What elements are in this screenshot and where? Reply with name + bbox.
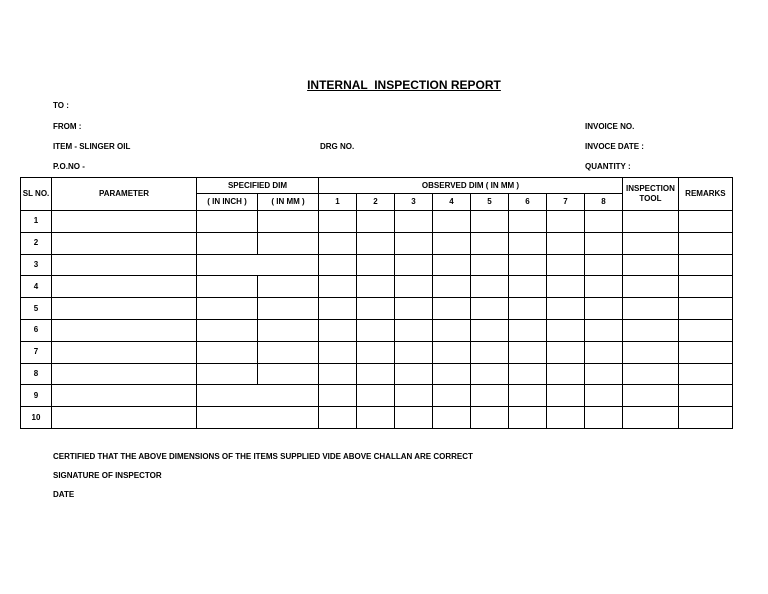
obs-cell[interactable] — [471, 407, 509, 429]
obs-cell[interactable] — [395, 232, 433, 254]
table-row — [21, 341, 733, 363]
item-label: ITEM - SLINGER OIL — [53, 142, 131, 151]
obs-cell[interactable] — [357, 385, 395, 407]
obs-cell[interactable] — [585, 319, 623, 341]
row-number: 10 — [21, 407, 52, 429]
remarks-cell[interactable] — [678, 232, 732, 254]
obs-cell[interactable] — [395, 341, 433, 363]
table-row — [21, 276, 733, 298]
inch-cell[interactable] — [197, 319, 258, 341]
obs-cell[interactable] — [433, 254, 471, 276]
obs-cell[interactable] — [319, 407, 357, 429]
remarks-cell[interactable] — [678, 363, 732, 385]
remarks-cell[interactable] — [678, 407, 732, 429]
obs-cell[interactable] — [547, 385, 585, 407]
mm-cell[interactable] — [258, 276, 319, 298]
obs-cell[interactable] — [319, 363, 357, 385]
obs-cell[interactable] — [585, 276, 623, 298]
obs-cell[interactable] — [433, 276, 471, 298]
header-observed-dim: OBSERVED DIM ( IN MM ) — [319, 178, 623, 194]
row-number: 8 — [21, 363, 52, 385]
inspection-table — [20, 177, 733, 429]
quantity-label: QUANTITY : — [585, 162, 631, 171]
header-obs-col: 4 — [433, 194, 471, 211]
parameter-cell[interactable] — [52, 211, 197, 233]
obs-cell[interactable] — [585, 211, 623, 233]
drg-no-label: DRG NO. — [320, 142, 355, 151]
obs-cell[interactable] — [319, 232, 357, 254]
mm-cell[interactable] — [258, 232, 319, 254]
obs-cell[interactable] — [357, 254, 395, 276]
parameter-cell[interactable] — [52, 298, 197, 320]
table-row — [21, 385, 733, 407]
row-number: 9 — [21, 385, 52, 407]
parameter-cell[interactable] — [52, 363, 197, 385]
obs-cell[interactable] — [509, 341, 547, 363]
table-row — [21, 298, 733, 320]
obs-cell[interactable] — [509, 385, 547, 407]
obs-cell[interactable] — [471, 363, 509, 385]
certified-statement: CERTIFIED THAT THE ABOVE DIMENSIONS OF THE ITEMS SUPPLIED VIDE ABOVE CHALLAN ARE CORRECT — [53, 452, 473, 461]
obs-cell[interactable] — [471, 341, 509, 363]
row-number: 3 — [21, 254, 52, 276]
obs-cell[interactable] — [547, 232, 585, 254]
remarks-cell[interactable] — [678, 341, 732, 363]
obs-cell[interactable] — [547, 319, 585, 341]
inch-cell[interactable] — [197, 211, 258, 233]
header-obs-col: 7 — [547, 194, 585, 211]
header-sl-no: SL NO. — [21, 178, 52, 211]
specified-dim-cell[interactable] — [197, 254, 319, 276]
remarks-cell[interactable] — [678, 211, 732, 233]
obs-cell[interactable] — [319, 319, 357, 341]
obs-cell[interactable] — [319, 276, 357, 298]
obs-cell[interactable] — [433, 407, 471, 429]
obs-cell[interactable] — [547, 254, 585, 276]
obs-cell[interactable] — [547, 341, 585, 363]
inch-cell[interactable] — [197, 363, 258, 385]
obs-cell[interactable] — [319, 298, 357, 320]
parameter-cell[interactable] — [52, 232, 197, 254]
parameter-cell[interactable] — [52, 407, 197, 429]
remarks-cell[interactable] — [678, 385, 732, 407]
obs-cell[interactable] — [509, 298, 547, 320]
tool-cell[interactable] — [623, 211, 679, 233]
obs-cell[interactable] — [395, 211, 433, 233]
obs-cell[interactable] — [509, 211, 547, 233]
obs-cell[interactable] — [433, 341, 471, 363]
obs-cell[interactable] — [395, 319, 433, 341]
obs-cell[interactable] — [395, 298, 433, 320]
mm-cell[interactable] — [258, 211, 319, 233]
obs-cell[interactable] — [509, 319, 547, 341]
row-number: 7 — [21, 341, 52, 363]
invoice-no-label: INVOICE NO. — [585, 122, 635, 131]
inch-cell[interactable] — [197, 341, 258, 363]
header-specified-dim: SPECIFIED DIM — [197, 178, 319, 194]
obs-cell[interactable] — [433, 211, 471, 233]
obs-cell[interactable] — [357, 276, 395, 298]
header-obs-col: 5 — [471, 194, 509, 211]
obs-cell[interactable] — [395, 385, 433, 407]
obs-cell[interactable] — [585, 341, 623, 363]
parameter-cell[interactable] — [52, 276, 197, 298]
remarks-cell[interactable] — [678, 276, 732, 298]
inch-cell[interactable] — [197, 298, 258, 320]
obs-cell[interactable] — [319, 254, 357, 276]
obs-cell[interactable] — [395, 276, 433, 298]
header-obs-col: 2 — [357, 194, 395, 211]
obs-cell[interactable] — [357, 407, 395, 429]
obs-cell[interactable] — [357, 341, 395, 363]
parameter-cell[interactable] — [52, 385, 197, 407]
obs-cell[interactable] — [471, 254, 509, 276]
table-row — [21, 211, 733, 233]
obs-cell[interactable] — [319, 385, 357, 407]
row-number: 5 — [21, 298, 52, 320]
tool-cell[interactable] — [623, 319, 679, 341]
date-label: DATE — [53, 490, 75, 499]
obs-cell[interactable] — [395, 407, 433, 429]
from-label: FROM : — [53, 122, 82, 131]
row-number: 1 — [21, 211, 52, 233]
obs-cell[interactable] — [433, 298, 471, 320]
obs-cell[interactable] — [433, 232, 471, 254]
obs-cell[interactable] — [357, 232, 395, 254]
obs-cell[interactable] — [509, 363, 547, 385]
obs-cell[interactable] — [395, 363, 433, 385]
tool-cell[interactable] — [623, 276, 679, 298]
row-number: 4 — [21, 276, 52, 298]
tool-cell[interactable] — [623, 341, 679, 363]
header-inspection-tool: INSPECTION TOOL — [623, 178, 679, 211]
tool-cell[interactable] — [623, 363, 679, 385]
obs-cell[interactable] — [471, 211, 509, 233]
remarks-cell[interactable] — [678, 298, 732, 320]
mm-cell[interactable] — [258, 298, 319, 320]
obs-cell[interactable] — [433, 363, 471, 385]
remarks-cell[interactable] — [678, 254, 732, 276]
obs-cell[interactable] — [509, 232, 547, 254]
po-no-label: P.O.NO - — [53, 162, 85, 171]
obs-cell[interactable] — [357, 298, 395, 320]
obs-cell[interactable] — [547, 276, 585, 298]
tool-cell[interactable] — [623, 232, 679, 254]
tool-cell[interactable] — [623, 407, 679, 429]
tool-cell[interactable] — [623, 385, 679, 407]
table-row — [21, 319, 733, 341]
obs-cell[interactable] — [471, 276, 509, 298]
report-title — [0, 78, 768, 92]
table-row — [21, 407, 733, 429]
table-row — [21, 232, 733, 254]
parameter-cell[interactable] — [52, 319, 197, 341]
header-obs-col: 6 — [509, 194, 547, 211]
header-obs-col: 1 — [319, 194, 357, 211]
specified-dim-cell[interactable] — [197, 407, 319, 429]
inch-cell[interactable] — [197, 276, 258, 298]
header-obs-col: 8 — [585, 194, 623, 211]
obs-cell[interactable] — [585, 232, 623, 254]
table-row — [21, 254, 733, 276]
obs-cell[interactable] — [319, 341, 357, 363]
signature-label: SIGNATURE OF INSPECTOR — [53, 471, 162, 480]
specified-dim-cell[interactable] — [197, 385, 319, 407]
obs-cell[interactable] — [509, 254, 547, 276]
obs-cell[interactable] — [585, 298, 623, 320]
obs-cell[interactable] — [357, 319, 395, 341]
obs-cell[interactable] — [585, 407, 623, 429]
mm-cell[interactable] — [258, 341, 319, 363]
row-number: 6 — [21, 319, 52, 341]
mm-cell[interactable] — [258, 319, 319, 341]
table-row — [21, 363, 733, 385]
obs-cell[interactable] — [547, 407, 585, 429]
parameter-cell[interactable] — [52, 254, 197, 276]
to-label: TO : — [53, 101, 69, 110]
obs-cell[interactable] — [471, 385, 509, 407]
obs-cell[interactable] — [395, 254, 433, 276]
obs-cell[interactable] — [471, 298, 509, 320]
header-remarks: REMARKS — [678, 178, 732, 211]
tool-cell[interactable] — [623, 298, 679, 320]
obs-cell[interactable] — [509, 407, 547, 429]
obs-cell[interactable] — [585, 363, 623, 385]
parameter-cell[interactable] — [52, 341, 197, 363]
row-number: 2 — [21, 232, 52, 254]
obs-cell[interactable] — [585, 385, 623, 407]
header-obs-col: 3 — [395, 194, 433, 211]
obs-cell[interactable] — [471, 232, 509, 254]
mm-cell[interactable] — [258, 363, 319, 385]
obs-cell[interactable] — [357, 211, 395, 233]
report-title-text: INTERNAL INSPECTION REPORT — [307, 78, 501, 92]
header-in-mm: ( IN MM ) — [258, 194, 319, 211]
obs-cell[interactable] — [585, 254, 623, 276]
tool-cell[interactable] — [623, 254, 679, 276]
obs-cell[interactable] — [547, 363, 585, 385]
inch-cell[interactable] — [197, 232, 258, 254]
obs-cell[interactable] — [547, 298, 585, 320]
obs-cell[interactable] — [547, 211, 585, 233]
obs-cell[interactable] — [319, 211, 357, 233]
remarks-cell[interactable] — [678, 319, 732, 341]
header-parameter: PARAMETER — [52, 178, 197, 211]
obs-cell[interactable] — [471, 319, 509, 341]
header-in-inch: ( IN INCH ) — [197, 194, 258, 211]
obs-cell[interactable] — [433, 385, 471, 407]
obs-cell[interactable] — [433, 319, 471, 341]
obs-cell[interactable] — [509, 276, 547, 298]
obs-cell[interactable] — [357, 363, 395, 385]
invoice-date-label: INVOCE DATE : — [585, 142, 644, 151]
